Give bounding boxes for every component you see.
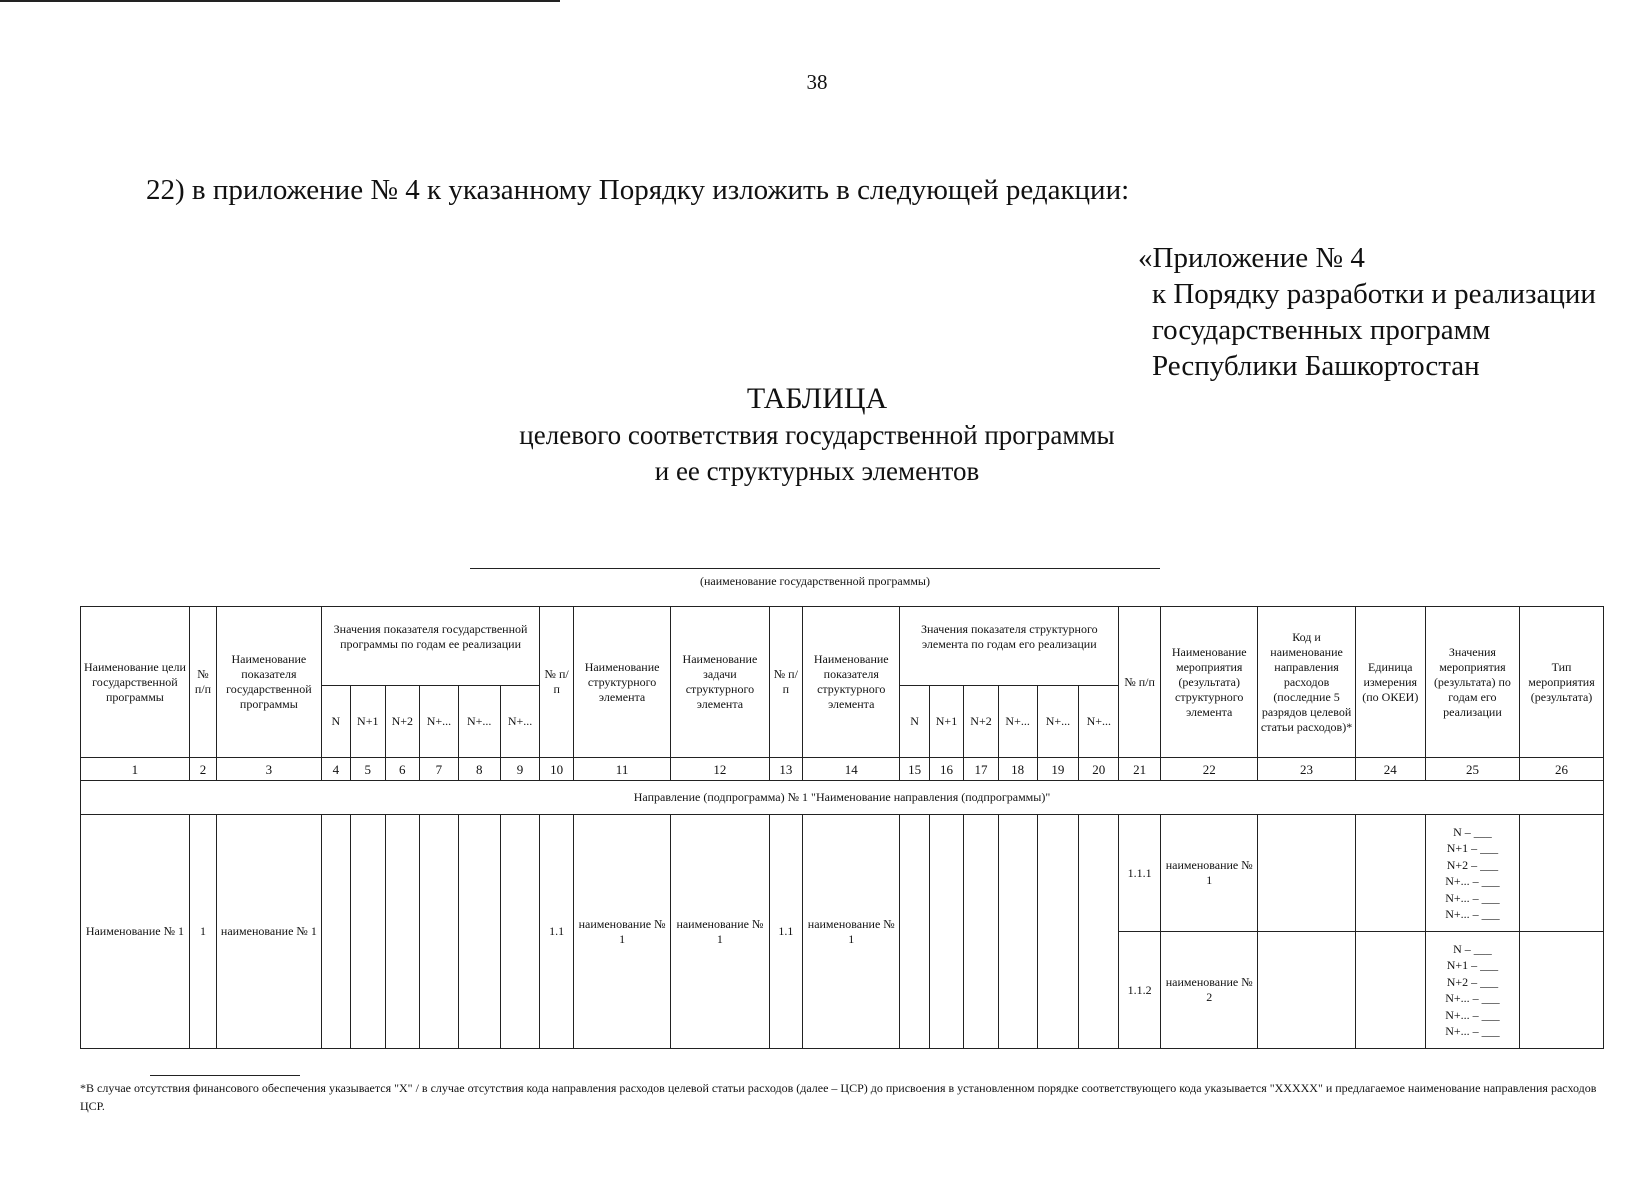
unit-cell xyxy=(1355,815,1425,932)
header-number: № п/п xyxy=(1119,607,1161,758)
expense-code-cell xyxy=(1258,932,1355,1049)
empty-value-cell xyxy=(929,815,964,1049)
header-event-type: Тип мероприятия (результата) xyxy=(1520,607,1604,758)
structural-element-name-cell: наименование № 1 xyxy=(573,815,670,1049)
program-name-caption: (наименование государственной программы) xyxy=(700,574,930,588)
appendix-line-3: государственных программ xyxy=(1152,314,1491,346)
document-title: ТАБЛИЦА xyxy=(746,382,888,415)
header-structural-element-task: Наименование задачи структурного элемента xyxy=(671,607,769,758)
header-year: N+2 xyxy=(964,686,999,758)
column-number: 25 xyxy=(1425,758,1519,781)
column-number: 15 xyxy=(900,758,929,781)
document-subtitle-1: целевого соответствия государственной программы xyxy=(519,420,1115,450)
header-year: N+1 xyxy=(351,686,386,758)
empty-value-cell xyxy=(1037,815,1079,1049)
event-year-value: N+... – ___ xyxy=(1445,874,1500,888)
header-structural-element-indicator-values: Значения показателя структурного элемента по годам его реализации xyxy=(900,607,1119,686)
appendix-line-1: «Приложение № 4 xyxy=(1138,242,1365,274)
header-program-indicator-values: Значения показателя государственной программы по годам ее реализации xyxy=(321,607,540,686)
header-year: N+... xyxy=(420,686,459,758)
program-name-line xyxy=(470,568,1160,569)
event-year-value: N+... – ___ xyxy=(1445,991,1500,1005)
header-program-indicator: Наименование показателя государственной программы xyxy=(217,607,322,758)
header-structural-element: Наименование структурного элемента xyxy=(573,607,670,758)
column-number: 7 xyxy=(420,758,459,781)
page-number: 38 xyxy=(806,70,828,94)
event-values-cell xyxy=(1425,815,1519,932)
empty-value-cell xyxy=(458,815,500,1049)
event-year-value: N+2 – ___ xyxy=(1446,857,1499,872)
header-unit: Единица измерения (по ОКЕИ) xyxy=(1355,607,1425,758)
event-number-cell: 1.1.1 xyxy=(1119,815,1161,932)
header-year: N+... xyxy=(1079,686,1119,758)
column-number: 11 xyxy=(573,758,670,781)
column-number: 24 xyxy=(1355,758,1425,781)
empty-value-cell xyxy=(964,815,999,1049)
column-number: 16 xyxy=(929,758,964,781)
header-year: N+... xyxy=(998,686,1037,758)
column-number: 1 xyxy=(81,758,190,781)
event-type-cell xyxy=(1520,932,1604,1049)
empty-value-cell xyxy=(321,815,350,1049)
header-year: N+2 xyxy=(385,686,420,758)
event-year-value: N – ___ xyxy=(1453,824,1492,839)
header-event-values: Значения мероприятия (результата) по годам его реализации xyxy=(1425,607,1519,758)
target-compliance-table xyxy=(80,606,1604,1049)
top-border-line xyxy=(0,0,560,2)
event-type-cell xyxy=(1520,815,1604,932)
event-year-value: N+... – ___ xyxy=(1445,907,1500,921)
unit-cell xyxy=(1355,932,1425,1049)
footnote: *В случае отсутствия финансового обеспечения указывается "X" / в случае отсутствия кода направления расходов целевой статьи расходов (далее – ЦСР) до присвоения в установленном порядке соответствующего кода указывается "XXXXX" и предлагаемое наименование направления расходов ЦСР. xyxy=(80,1081,1597,1113)
header-goal-name: Наименование цели государственной программы xyxy=(81,607,190,758)
header-expense-code: Код и наименование направления расходов (последние 5 разрядов целевой статьи расходов)* xyxy=(1258,607,1355,758)
column-number: 2 xyxy=(189,758,216,781)
header-year: N+... xyxy=(1037,686,1079,758)
appendix-reference xyxy=(1138,240,1596,384)
column-number: 9 xyxy=(500,758,540,781)
intro-paragraph: 22) в приложение № 4 к указанному Порядку изложить в следующей редакции: xyxy=(146,174,1130,206)
empty-value-cell xyxy=(385,815,420,1049)
column-number: 13 xyxy=(769,758,802,781)
column-number: 3 xyxy=(217,758,322,781)
column-number: 14 xyxy=(803,758,900,781)
column-number: 21 xyxy=(1119,758,1161,781)
empty-value-cell xyxy=(1079,815,1119,1049)
header-number: № п/п xyxy=(769,607,802,758)
header-year: N+... xyxy=(500,686,540,758)
appendix-line-4: Республики Башкортостан xyxy=(1152,350,1480,382)
header-number: № п/п xyxy=(189,607,216,758)
event-year-value: N+... – ___ xyxy=(1445,890,1500,905)
column-number: 4 xyxy=(321,758,350,781)
header-year: N+... xyxy=(458,686,500,758)
event-year-value: N+2 – ___ xyxy=(1446,974,1499,989)
goal-name-cell: Наименование № 1 xyxy=(81,815,190,1049)
column-number: 12 xyxy=(671,758,769,781)
event-year-value: N+... – ___ xyxy=(1445,1024,1500,1038)
program-indicator-cell: наименование № 1 xyxy=(217,815,322,1049)
column-number: 8 xyxy=(458,758,500,781)
column-number: 18 xyxy=(998,758,1037,781)
column-number: 6 xyxy=(385,758,420,781)
empty-value-cell xyxy=(420,815,459,1049)
section-row: Направление (подпрограмма) № 1 "Наименование направления (подпрограммы)" xyxy=(81,781,1604,815)
empty-value-cell xyxy=(351,815,386,1049)
header-year: N xyxy=(900,686,929,758)
goal-number-cell: 1 xyxy=(189,815,216,1049)
structural-element-task-cell: наименование № 1 xyxy=(671,815,769,1049)
document-subtitle-2: и ее структурных элементов xyxy=(654,456,980,486)
event-name-cell: наименование № 2 xyxy=(1161,932,1258,1049)
event-values-cell xyxy=(1425,932,1519,1049)
footnote-separator xyxy=(150,1075,300,1076)
event-year-value: N – ___ xyxy=(1453,941,1492,956)
column-number: 23 xyxy=(1258,758,1355,781)
header-year: N xyxy=(321,686,350,758)
event-year-value: N+1 – ___ xyxy=(1446,841,1499,855)
event-number-cell: 1.1.2 xyxy=(1119,932,1161,1049)
event-name-cell: наименование № 1 xyxy=(1161,815,1258,932)
empty-value-cell xyxy=(900,815,929,1049)
event-year-value: N+1 – ___ xyxy=(1446,958,1499,972)
header-event-name: Наименование мероприятия (результата) структурного элемента xyxy=(1161,607,1258,758)
header-structural-element-indicator: Наименование показателя структурного элемента xyxy=(803,607,900,758)
structural-element-number-cell: 1.1 xyxy=(540,815,573,1049)
se-indicator-number-cell: 1.1 xyxy=(769,815,802,1049)
column-number: 10 xyxy=(540,758,573,781)
column-number: 5 xyxy=(351,758,386,781)
se-indicator-name-cell: наименование № 1 xyxy=(803,815,900,1049)
empty-value-cell xyxy=(500,815,540,1049)
column-number: 20 xyxy=(1079,758,1119,781)
header-number: № п/п xyxy=(540,607,573,758)
appendix-line-2: к Порядку разработки и реализации xyxy=(1152,278,1596,310)
column-number: 17 xyxy=(964,758,999,781)
event-year-value: N+... – ___ xyxy=(1445,1007,1500,1022)
column-number: 22 xyxy=(1161,758,1258,781)
expense-code-cell xyxy=(1258,815,1355,932)
empty-value-cell xyxy=(998,815,1037,1049)
column-number: 19 xyxy=(1037,758,1079,781)
header-year: N+1 xyxy=(929,686,964,758)
column-number: 26 xyxy=(1520,758,1604,781)
